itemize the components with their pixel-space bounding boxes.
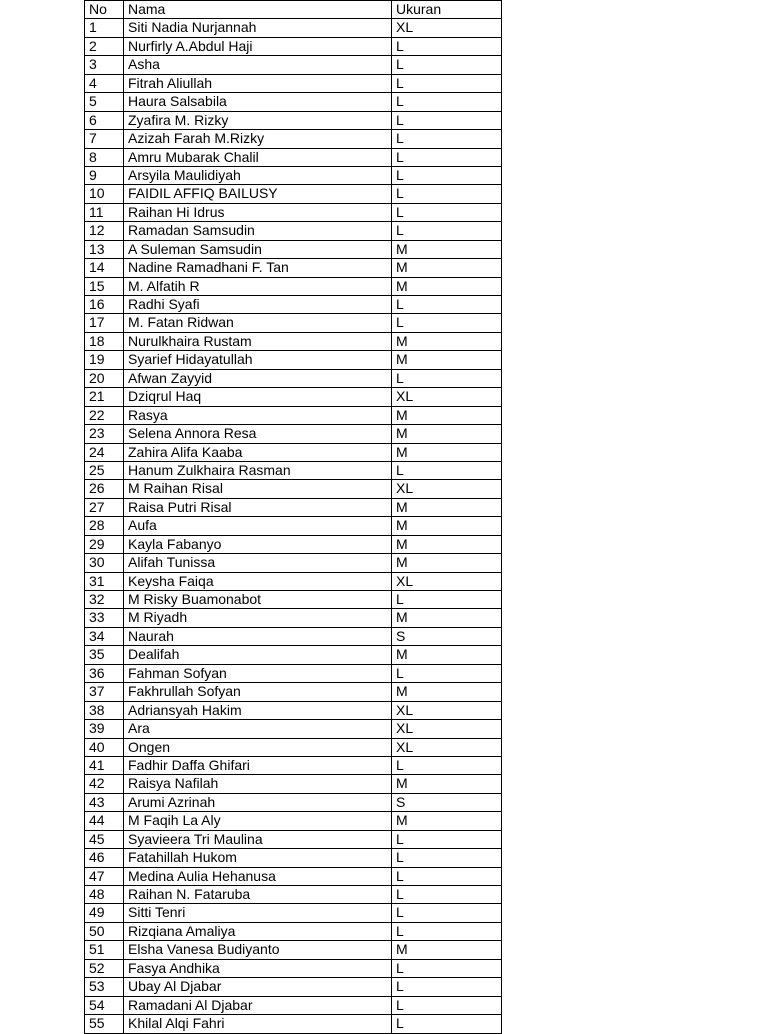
row-number: 39 [85, 720, 124, 738]
table-row [85, 886, 502, 904]
row-number: 32 [85, 591, 124, 609]
student-name: Aufa [124, 517, 392, 535]
table-row [85, 240, 502, 258]
size-value: M [392, 812, 502, 830]
student-name: Asha [124, 56, 392, 74]
student-name: M Raihan Risal [124, 480, 392, 498]
row-number: 25 [85, 461, 124, 479]
table-row [85, 517, 502, 535]
size-value: M [392, 535, 502, 553]
table-row [85, 314, 502, 332]
row-number: 9 [85, 166, 124, 184]
row-number: 23 [85, 425, 124, 443]
row-number: 42 [85, 775, 124, 793]
size-value: M [392, 683, 502, 701]
size-value: L [392, 130, 502, 148]
table-row [85, 701, 502, 719]
student-name: Alifah Tunissa [124, 554, 392, 572]
size-value: L [392, 830, 502, 848]
row-number: 54 [85, 996, 124, 1014]
size-value: L [392, 886, 502, 904]
row-number: 50 [85, 922, 124, 940]
size-value: L [392, 996, 502, 1014]
table-row [85, 720, 502, 738]
row-number: 17 [85, 314, 124, 332]
size-value: XL [392, 480, 502, 498]
size-value: L [392, 978, 502, 996]
student-name: Arsyila Maulidiyah [124, 166, 392, 184]
student-name: Rasya [124, 406, 392, 424]
table-row [85, 498, 502, 516]
student-name: Raihan Hi Idrus [124, 203, 392, 221]
row-number: 3 [85, 56, 124, 74]
table-row [85, 369, 502, 387]
student-name: Sitti Tenri [124, 904, 392, 922]
student-name: M. Alfatih R [124, 277, 392, 295]
table-row [85, 849, 502, 867]
header-no: No [85, 1, 124, 19]
table-row [85, 664, 502, 682]
table-body [85, 1, 502, 1034]
student-name: Azizah Farah M.Rizky [124, 130, 392, 148]
student-name: Rizqiana Amaliya [124, 922, 392, 940]
table-row [85, 609, 502, 627]
student-name: Nurfirly A.Abdul Haji [124, 37, 392, 55]
row-number: 15 [85, 277, 124, 295]
size-value: L [392, 664, 502, 682]
student-name: Fitrah Aliullah [124, 74, 392, 92]
size-value: L [392, 756, 502, 774]
size-value: L [392, 904, 502, 922]
table-row [85, 591, 502, 609]
row-number: 24 [85, 443, 124, 461]
student-name: Fasya Andhika [124, 959, 392, 977]
row-number: 43 [85, 793, 124, 811]
student-name: Radhi Syafi [124, 296, 392, 314]
student-name: Dealifah [124, 646, 392, 664]
student-name: M. Fatan Ridwan [124, 314, 392, 332]
size-value: XL [392, 701, 502, 719]
table-row [85, 148, 502, 166]
table-row [85, 56, 502, 74]
row-number: 8 [85, 148, 124, 166]
row-number: 1 [85, 19, 124, 37]
student-name: Adriansyah Hakim [124, 701, 392, 719]
header-nama: Nama [124, 1, 392, 19]
size-value: L [392, 1015, 502, 1033]
table-row [85, 646, 502, 664]
student-name: Fakhrullah Sofyan [124, 683, 392, 701]
student-name: Fadhir Daffa Ghifari [124, 756, 392, 774]
student-name: Dziqrul Haq [124, 388, 392, 406]
table-row [85, 738, 502, 756]
student-name: Raisya Nafilah [124, 775, 392, 793]
student-name: Kayla Fabanyo [124, 535, 392, 553]
row-number: 40 [85, 738, 124, 756]
table-row [85, 19, 502, 37]
table-row [85, 480, 502, 498]
row-number: 48 [85, 886, 124, 904]
row-number: 30 [85, 554, 124, 572]
size-value: M [392, 332, 502, 350]
size-value: L [392, 111, 502, 129]
size-value: L [392, 185, 502, 203]
size-value: L [392, 296, 502, 314]
student-name: Siti Nadia Nurjannah [124, 19, 392, 37]
size-value: M [392, 406, 502, 424]
student-name: Elsha Vanesa Budiyanto [124, 941, 392, 959]
row-number: 28 [85, 517, 124, 535]
size-value: L [392, 922, 502, 940]
size-value: M [392, 259, 502, 277]
student-name: A Suleman Samsudin [124, 240, 392, 258]
student-name: Nurulkhaira Rustam [124, 332, 392, 350]
row-number: 13 [85, 240, 124, 258]
row-number: 29 [85, 535, 124, 553]
student-name: Amru Mubarak Chalil [124, 148, 392, 166]
size-value: L [392, 591, 502, 609]
row-number: 34 [85, 627, 124, 645]
row-number: 55 [85, 1015, 124, 1033]
row-number: 33 [85, 609, 124, 627]
student-name: Keysha Faiqa [124, 572, 392, 590]
row-number: 45 [85, 830, 124, 848]
student-name: M Riyadh [124, 609, 392, 627]
size-value: M [392, 941, 502, 959]
table-row [85, 572, 502, 590]
row-number: 47 [85, 867, 124, 885]
row-number: 37 [85, 683, 124, 701]
row-number: 36 [85, 664, 124, 682]
row-number: 7 [85, 130, 124, 148]
row-number: 11 [85, 203, 124, 221]
table-row [85, 683, 502, 701]
size-list-table [84, 0, 502, 1034]
row-number: 18 [85, 332, 124, 350]
size-value: L [392, 867, 502, 885]
size-value: XL [392, 572, 502, 590]
size-value: M [392, 554, 502, 572]
table-row [85, 756, 502, 774]
table-row [85, 443, 502, 461]
row-number: 5 [85, 93, 124, 111]
student-name: Ramadan Samsudin [124, 222, 392, 240]
size-value: M [392, 517, 502, 535]
table-row [85, 203, 502, 221]
student-name: Afwan Zayyid [124, 369, 392, 387]
size-value: L [392, 222, 502, 240]
student-name: Syarief Hidayatullah [124, 351, 392, 369]
table-row [85, 554, 502, 572]
row-number: 10 [85, 185, 124, 203]
student-name: Arumi Azrinah [124, 793, 392, 811]
table-row [85, 996, 502, 1014]
table-row [85, 93, 502, 111]
size-value: M [392, 277, 502, 295]
row-number: 51 [85, 941, 124, 959]
row-number: 49 [85, 904, 124, 922]
row-number: 21 [85, 388, 124, 406]
table-row [85, 904, 502, 922]
size-value: L [392, 74, 502, 92]
header-row [85, 1, 502, 19]
size-value: L [392, 959, 502, 977]
student-name: Naurah [124, 627, 392, 645]
row-number: 27 [85, 498, 124, 516]
size-value: M [392, 425, 502, 443]
table-row [85, 627, 502, 645]
student-name: Hanum Zulkhaira Rasman [124, 461, 392, 479]
row-number: 44 [85, 812, 124, 830]
row-number: 41 [85, 756, 124, 774]
row-number: 16 [85, 296, 124, 314]
table-row [85, 425, 502, 443]
table-row [85, 461, 502, 479]
table-row [85, 166, 502, 184]
row-number: 4 [85, 74, 124, 92]
size-value: M [392, 351, 502, 369]
table-row [85, 74, 502, 92]
student-name: Selena Annora Resa [124, 425, 392, 443]
size-value: S [392, 793, 502, 811]
table-row [85, 296, 502, 314]
table-row [85, 351, 502, 369]
table-row [85, 867, 502, 885]
row-number: 20 [85, 369, 124, 387]
size-value: S [392, 627, 502, 645]
student-name: M Risky Buamonabot [124, 591, 392, 609]
table-row [85, 37, 502, 55]
table-row [85, 775, 502, 793]
table-row [85, 978, 502, 996]
student-name: Haura Salsabila [124, 93, 392, 111]
row-number: 53 [85, 978, 124, 996]
student-name: M Faqih La Aly [124, 812, 392, 830]
size-value: L [392, 37, 502, 55]
size-value: L [392, 849, 502, 867]
table-row [85, 830, 502, 848]
size-value: L [392, 56, 502, 74]
student-name: Syavieera Tri Maulina [124, 830, 392, 848]
table-row [85, 259, 502, 277]
student-name: Ara [124, 720, 392, 738]
table-row [85, 277, 502, 295]
size-value: XL [392, 19, 502, 37]
row-number: 35 [85, 646, 124, 664]
table-row [85, 959, 502, 977]
size-value: XL [392, 720, 502, 738]
row-number: 38 [85, 701, 124, 719]
table-row [85, 111, 502, 129]
row-number: 2 [85, 37, 124, 55]
size-value: L [392, 369, 502, 387]
row-number: 26 [85, 480, 124, 498]
row-number: 14 [85, 259, 124, 277]
size-value: M [392, 775, 502, 793]
size-value: L [392, 148, 502, 166]
student-name: Ubay Al Djabar [124, 978, 392, 996]
size-value: L [392, 166, 502, 184]
size-value: M [392, 240, 502, 258]
size-value: L [392, 461, 502, 479]
size-value: M [392, 443, 502, 461]
student-name: Raisa Putri Risal [124, 498, 392, 516]
student-name: Ramadani Al Djabar [124, 996, 392, 1014]
row-number: 31 [85, 572, 124, 590]
row-number: 52 [85, 959, 124, 977]
student-name: Fahman Sofyan [124, 664, 392, 682]
size-value: XL [392, 388, 502, 406]
table-row [85, 535, 502, 553]
row-number: 6 [85, 111, 124, 129]
student-name: Zahira Alifa Kaaba [124, 443, 392, 461]
student-name: FAIDIL AFFIQ BAILUSY [124, 185, 392, 203]
student-name: Nadine Ramadhani F. Tan [124, 259, 392, 277]
size-value: M [392, 498, 502, 516]
row-number: 12 [85, 222, 124, 240]
student-name: Fatahillah Hukom [124, 849, 392, 867]
table-row [85, 793, 502, 811]
size-value: L [392, 93, 502, 111]
table-row [85, 406, 502, 424]
table-row [85, 388, 502, 406]
header-ukuran: Ukuran [392, 1, 502, 19]
row-number: 46 [85, 849, 124, 867]
table-row [85, 922, 502, 940]
size-value: XL [392, 738, 502, 756]
size-value: L [392, 203, 502, 221]
row-number: 22 [85, 406, 124, 424]
size-value: M [392, 646, 502, 664]
student-name: Ongen [124, 738, 392, 756]
student-name: Raihan N. Fataruba [124, 886, 392, 904]
size-value: M [392, 609, 502, 627]
student-name: Medina Aulia Hehanusa [124, 867, 392, 885]
student-name: Zyafira M. Rizky [124, 111, 392, 129]
table-row [85, 130, 502, 148]
table-row [85, 941, 502, 959]
table-row [85, 185, 502, 203]
size-value: L [392, 314, 502, 332]
table-row [85, 812, 502, 830]
table-row [85, 222, 502, 240]
student-name: Khilal Alqi Fahri [124, 1015, 392, 1033]
row-number: 19 [85, 351, 124, 369]
table-row [85, 332, 502, 350]
